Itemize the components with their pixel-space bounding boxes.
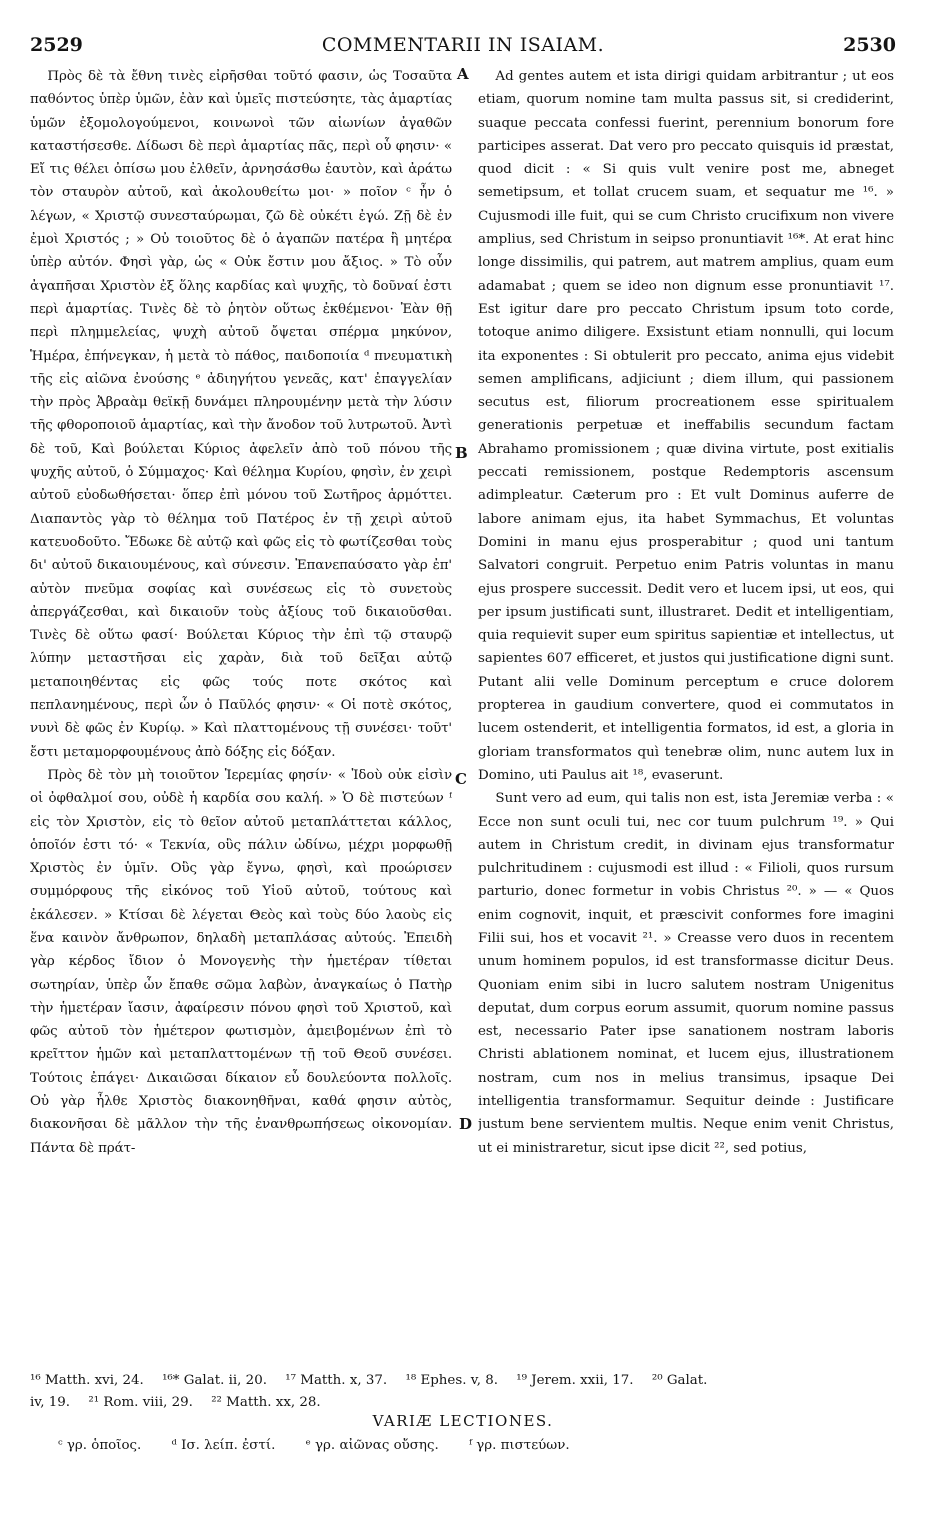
variant-reading: ᵈ Ισ. λείπ. ἐστί. [171, 1438, 276, 1453]
margin-letter-b: B [455, 444, 468, 462]
variant-reading: ᶠ γρ. πιστεύων. [468, 1438, 570, 1453]
greek-paragraph: Πρὸς δὲ τὰ ἔθνη τινὲς εἰρῆσθαι τοῦτό φασιν, ὡς Τοσαῦτα παθόντος ὑπὲρ ὑμῶν, ἐὰν καὶ ὑμεῖς πιστεύσητε, τὰς ἁμαρτίας ὑμῶν ἐξομολογούμενοι, κοινωνοὶ τῶν αἰωνίων ἀγαθῶν καταστήσεσθε. Δίδωσι δὲ περὶ ἁμαρτίας πᾶς, περὶ οὗ φησιν· « Εἴ τις θέλει ὀπίσω μου ἐλθεῖν, ἀρνησάσθω ἑαυτὸν, καὶ ἀράτω τὸν σταυρὸν αὐτοῦ, καὶ ἀκολουθείτω μοι· » ποῖον ᶜ ἦν ὁ λέγων, « Χριστῷ συνεσταύρωμαι, ζῶ δὲ οὐκέτι ἐγώ. Ζῇ δὲ ἐν ἐμοὶ Χριστός ; » Οὐ τοιοῦτος δὲ ὁ ἀγαπῶν πατέρα ἢ μητέρα ὑπὲρ αὐτόν. Φησὶ γὰρ, ὡς « Οὐκ ἔστιν μου ἄξιος. » Τὸ οὖν ἀγαπῆσαι Χριστὸν ἐξ ὅλης καρδίας καὶ ψυχῆς, τὸ δοῦναί ἐστι περὶ ἁμαρτίας. Τινὲς δὲ τὸ ῥητὸν οὕτως ἐκθέμενοι· Ἐὰν θῇ περὶ πλημμελείας, ψυχὴ αὐτοῦ ὄψεται σπέρμα μηκύνον, Ἡμέρα, ἐπήνεγκαν, ἡ μετὰ τὸ πάθος, παιδοποιία ᵈ πνευματικὴ τῆς εἰς αἰῶνα ἐνούσης ᵉ ἀδιηγήτου γενεᾶς, κατ' ἐπαγγελίαν τὴν πρὸς Ἀβραὰμ θεϊκῇ δυνάμει πληρουμένην μετὰ τὴν λύσιν τῆς φθοροποιοῦ ἁμαρτίας, καὶ τὴν ἄνοδον τοῦ λυτρωτοῦ. Ἀντὶ δὲ τοῦ, Καὶ βούλεται Κύριος ἀφελεῖν ἀπὸ τοῦ πόνου τῆς ψυχῆς αὐτοῦ, ὁ Σύμμαχος· Καὶ θέλημα Κυρίου, φησὶν, ἐν χειρὶ αὐτοῦ εὐοδωθήσεται· ὅπερ ἐπὶ μόνου τοῦ Σωτῆρος ἁρμόττει. Διαπαντὸς γὰρ τὸ θέλημα τοῦ Πατέρος ἐν τῇ χειρὶ αὐτοῦ κατευοδοῦτο. Ἔδωκε δὲ αὐτῷ καὶ φῶς εἰς τὸ φωτίζεσθαι τοὺς δι' αὐτοῦ δικαιουμένους, καὶ σύνεσιν. Ἐπανεπαύσατο γὰρ ἐπ' αὐτὸν πνεῦμα σοφίας καὶ συνέσεως εἰς τὸ συνετοὺς ἀπεργάζεσθαι, καὶ δικαιοῦν τοὺς ἀξίους τοῦ δικαιοῦσθαι. Τινὲς δὲ οὕτω φασί· Βούλεται Κύριος τὴν ἐπὶ τῷ σταυρῷ λύπην μεταστῆσαι εἰς χαρὰν, διὰ τοῦ δεῖξαι αὐτῷ μεταποιηθέντας εἰς φῶς τούς ποτε σκότος καὶ πεπλανημένους, περὶ ὧν ὁ Παῦλός φησιν· « Οἱ ποτὲ σκότος, νυνὶ δὲ φῶς ἐν Κυρίῳ. » Καὶ πλαττομένους τῇ συνέσει· τοῦτ' ἔστι μεταμορφουμένους ἀπὸ δόξης εἰς δόξαν. [30, 69, 452, 760]
margin-letter-a: A [457, 65, 469, 83]
footnote: ¹⁷ Matth. x, 37. [285, 1373, 388, 1388]
greek-column [30, 65, 452, 1369]
right-page-number: 2530 [843, 34, 896, 56]
footnote: ²² Matth. xx, 28. [211, 1395, 321, 1410]
footnotes [30, 1370, 896, 1414]
page-header [30, 34, 896, 60]
footnote: ²¹ Rom. viii, 29. [88, 1395, 193, 1410]
margin-letter-c: C [455, 770, 467, 788]
footnote-line [30, 1392, 896, 1414]
variae-lectiones [58, 1438, 898, 1453]
latin-paragraph: Ad gentes autem et ista dirigi quidam arbitrantur ; ut eos etiam, quorum nomine tam multa passus sit, si crediderint, suaque peccata confessi fuerint, perennium bonorum fore participes asserat. Dat vero pro peccato quisquis id præstat, quod dicit : « Si quis vult venire post me, abneget semetipsum, et tollat crucem suam, et sequatur me ¹⁶. » Cujusmodi ille fuit, qui se cum Christo crucifixum non vivere amplius, sed Christum in seipso pronuntiavit ¹⁶*. At erat hinc longe dissimilis, qui patrem, aut matrem amplius, quam eum adamabat ; quem se ideo non dignum esse pronuntiavit ¹⁷. Est igitur dare pro peccato Christum ipsum toto corde, totoque animo diligere. Exsistunt etiam nonnulli, qui locum ita exponentes : Si obtulerit pro peccato, anima ejus videbit semen amplificans, adjiciunt ; diem illum, qui passionem secutus est, filiorum procreationem esse spiritualem generationis perpetuæ et ineffabilis secundum factam Abrahamo promissionem ; quæ divina virtute, post exitialis peccati remissionem, postque Redemptoris ascensum adimpleatur. Cæterum pro : Et vult Dominus auferre de labore animam ejus, ita habet Symmachus, Et voluntas Domini in manu ejus prosperabitur ; quod uni tantum Salvatori congruit. Perpetuo enim Patris voluntas in manu ejus prospere successit. Dedit vero et lucem ipsi, ut eos, qui per ipsum justificati sunt, illustraret. Dedit et intelligentiam, quia requievit super eum spiritus sapientiæ et intellectus, ut sapientes 607 efficeret, et justos qui justificatione digni sunt. Putant alii velle Dominum perceptum e cruce dolorem propterea in gaudium convertere, quod ei commutatos in lucem ostenderit, et intelligentia formatos, id est, a gloria in gloriam transformatos quì tenebræ olim, nunc autem lux in Domino, uti Paulus ait ¹⁸, evaserunt. [478, 69, 894, 783]
footnote: ²⁰ Galat. [651, 1373, 708, 1388]
variae-lectiones-title: VARIÆ LECTIONES. [372, 1412, 554, 1430]
latin-paragraph: Sunt vero ad eum, qui talis non est, ista Jeremiæ verba : « Ecce non sunt oculi tui, nec cor tuum pulchrum ¹⁹. » Qui autem in Christum credit, in divinam ejus transformatur pulchritudinem : cujusmodi est illud : « Filioli, quos rursum parturio, donec formetur in vobis Christus ²⁰. » — « Quos enim cognovit, inquit, et præscivit conformes fore imagini Filii sui, hos et vocavit ²¹. » Creasse vero duos in recentem unum hominem populos, id est transformasse dicitur Deus. Quoniam enim sibi in lucro salutem nostram Unigenitus deputat, dum corpus eorum assumit, quorum nomine passus est, necessario Pater ipse sanationem nostram laboris Christi ablationem nominat, et lucem ejus, illustrationem nostram, cum nos in melius transimus, ipsaque Dei intelligentia transformamur. Sequitur deinde : Justificare justum bene servientem multis. Neque enim venit Christus, ut ei ministraretur, sicut ipse dicit ²², sed potius, [478, 791, 894, 1156]
footnote: ¹⁹ Jerem. xxii, 17. [516, 1373, 634, 1388]
running-title: COMMENTARII IN ISAIAM. [321, 34, 605, 56]
variant-reading: ᶜ γρ. ὁποῖος. [58, 1438, 142, 1453]
greek-paragraph: Πρὸς δὲ τὸν μὴ τοιοῦτον Ἱερεμίας φησίν· « Ἰδοὺ οὐκ εἰσὶν οἱ ὀφθαλμοί σου, οὐδὲ ἡ καρδία σου καλή. » Ὁ δὲ πιστεύων ᶠ εἰς τὸν Χριστὸν, εἰς τὸ θεῖον αὐτοῦ μεταπλάττεται κάλλος, ὁποῖόν ἐστι τό· « Τεκνία, οὓς πάλιν ὠδίνω, μέχρι μορφωθῇ Χριστὸς ἐν ὑμῖν. Οὓς γὰρ ἔγνω, φησὶ, καὶ προώρισεν συμμόρφους τῆς εἰκόνος τοῦ Υἱοῦ αὐτοῦ, τούτους καὶ ἐκάλεσεν. » Κτίσαι δὲ λέγεται Θεὸς καὶ τοὺς δύο λαοὺς εἰς ἕνα καινὸν ἄνθρωπον, δηλαδὴ μεταπλάσας αὐτούς. Ἐπειδὴ γὰρ κέρδος ἴδιον ὁ Μονογενὴς τὴν ἡμετέραν τίθεται σωτηρίαν, ὑπὲρ ὧν ἔπαθε σῶμα λαβὼν, ἀναγκαίως ὁ Πατὴρ τὴν ἡμετέραν ἴασιν, ἀφαίρεσιν πόνου φησὶ τοῦ Χριστοῦ, καὶ φῶς αὐτοῦ τὸν ἡμέτερον φωτισμὸν, ἀμειβομένων ἐπὶ τὸ κρεῖττον ἡμῶν καὶ μεταπλαττομένων τῇ τοῦ Θεοῦ συνέσει. Τούτοις ἐπάγει· Δικαιῶσαι δίκαιον εὖ δουλεύοντα πολλοῖς. Οὐ γὰρ ἦλθε Χριστὸς διακονηθῆναι, καθά φησιν αὐτὸς, διακονῆσαι δὲ μᾶλλον τὴν τῆς ἐνανθρωπήσεως οἰκονομίαν. Πάντα δὲ πράτ- [30, 767, 452, 1156]
footnote: ¹⁶ Matth. xvi, 24. [30, 1373, 144, 1388]
left-page-number: 2529 [30, 34, 83, 56]
margin-letter-d: D [459, 1115, 473, 1133]
footnote-line [30, 1370, 896, 1392]
footnote: ¹⁶* Galat. ii, 20. [162, 1373, 267, 1388]
variant-reading: ᵉ γρ. αἰῶνας οὔσης. [305, 1438, 439, 1453]
footnote: iv, 19. [30, 1395, 71, 1410]
footnote: ¹⁸ Ephes. v, 8. [405, 1373, 498, 1388]
latin-column [478, 65, 894, 1369]
